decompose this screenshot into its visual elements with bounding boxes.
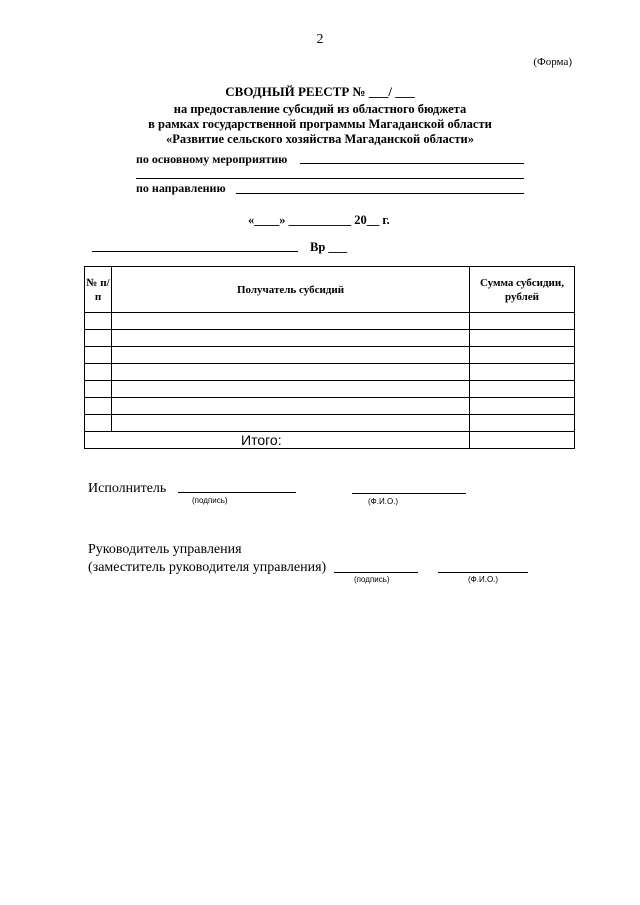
head-fio-caption: (Ф.И.О.) [468, 575, 499, 584]
executor-label: Исполнитель [88, 481, 167, 496]
subtitle-line-2: в рамках государственной программы Магаданской области [148, 117, 492, 131]
row-recipient-cell[interactable] [112, 330, 470, 347]
row-number-cell[interactable] [85, 381, 112, 398]
table-row [85, 415, 575, 432]
table-row [85, 347, 575, 364]
row-amount-cell[interactable] [470, 398, 575, 415]
table-row [85, 364, 575, 381]
total-label: Итого: [85, 432, 470, 449]
head-label-line-2: (заместитель руководителя управления) [88, 560, 327, 575]
main-measure-label: по основному мероприятию [136, 152, 288, 166]
executor-signature-line[interactable] [178, 492, 296, 493]
head-signature-line[interactable] [334, 572, 418, 573]
row-amount-cell[interactable] [470, 381, 575, 398]
row-recipient-cell[interactable] [112, 398, 470, 415]
row-number-cell[interactable] [85, 313, 112, 330]
row-recipient-cell[interactable] [112, 381, 470, 398]
executor-fio-caption: (Ф.И.О.) [368, 497, 399, 506]
row-amount-cell[interactable] [470, 313, 575, 330]
row-recipient-cell[interactable] [112, 347, 470, 364]
executor-signature-caption: (подпись) [192, 496, 228, 505]
row-number-cell[interactable] [85, 398, 112, 415]
form-label: (Форма) [533, 56, 572, 68]
registry-table [84, 266, 575, 449]
table-row [85, 330, 575, 347]
header-number: № п/п [85, 267, 112, 313]
head-label-line-1: Руководитель управления [88, 542, 242, 557]
row-recipient-cell[interactable] [112, 415, 470, 432]
table-row [85, 381, 575, 398]
subtitle-line-1: на предоставление субсидий из областного бюджета [173, 102, 467, 116]
head-fio-line[interactable] [438, 572, 528, 573]
row-amount-cell[interactable] [470, 364, 575, 381]
total-amount-cell[interactable] [470, 432, 575, 449]
row-recipient-cell[interactable] [112, 313, 470, 330]
table-header-row [85, 267, 575, 313]
row-amount-cell[interactable] [470, 415, 575, 432]
table-row [85, 398, 575, 415]
total-row [85, 432, 575, 449]
row-number-cell[interactable] [85, 347, 112, 364]
header-recipient: Получатель субсидий [112, 267, 470, 313]
header-amount: Сумма субсидии, рублей [470, 267, 575, 313]
row-amount-cell[interactable] [470, 330, 575, 347]
date-line: «____» __________ 20__ г. [248, 213, 390, 227]
main-measure-field-line-2[interactable] [136, 178, 524, 179]
vr-prefix-line[interactable] [92, 251, 298, 252]
head-signature-caption: (подпись) [354, 575, 390, 584]
row-recipient-cell[interactable] [112, 364, 470, 381]
vr-label: Вр ___ [310, 240, 348, 254]
executor-fio-line[interactable] [352, 493, 466, 494]
direction-label: по направлению [136, 181, 226, 195]
subtitle-line-3: «Развитие сельского хозяйства Магаданской области» [166, 132, 474, 146]
direction-field-line[interactable] [236, 193, 524, 194]
main-measure-field-line[interactable] [300, 163, 524, 164]
row-number-cell[interactable] [85, 364, 112, 381]
table-row [85, 313, 575, 330]
row-number-cell[interactable] [85, 330, 112, 347]
row-amount-cell[interactable] [470, 347, 575, 364]
page-number: 2 [316, 32, 324, 47]
document-title: СВОДНЫЙ РЕЕСТР № ___/ ___ [225, 84, 415, 99]
row-number-cell[interactable] [85, 415, 112, 432]
